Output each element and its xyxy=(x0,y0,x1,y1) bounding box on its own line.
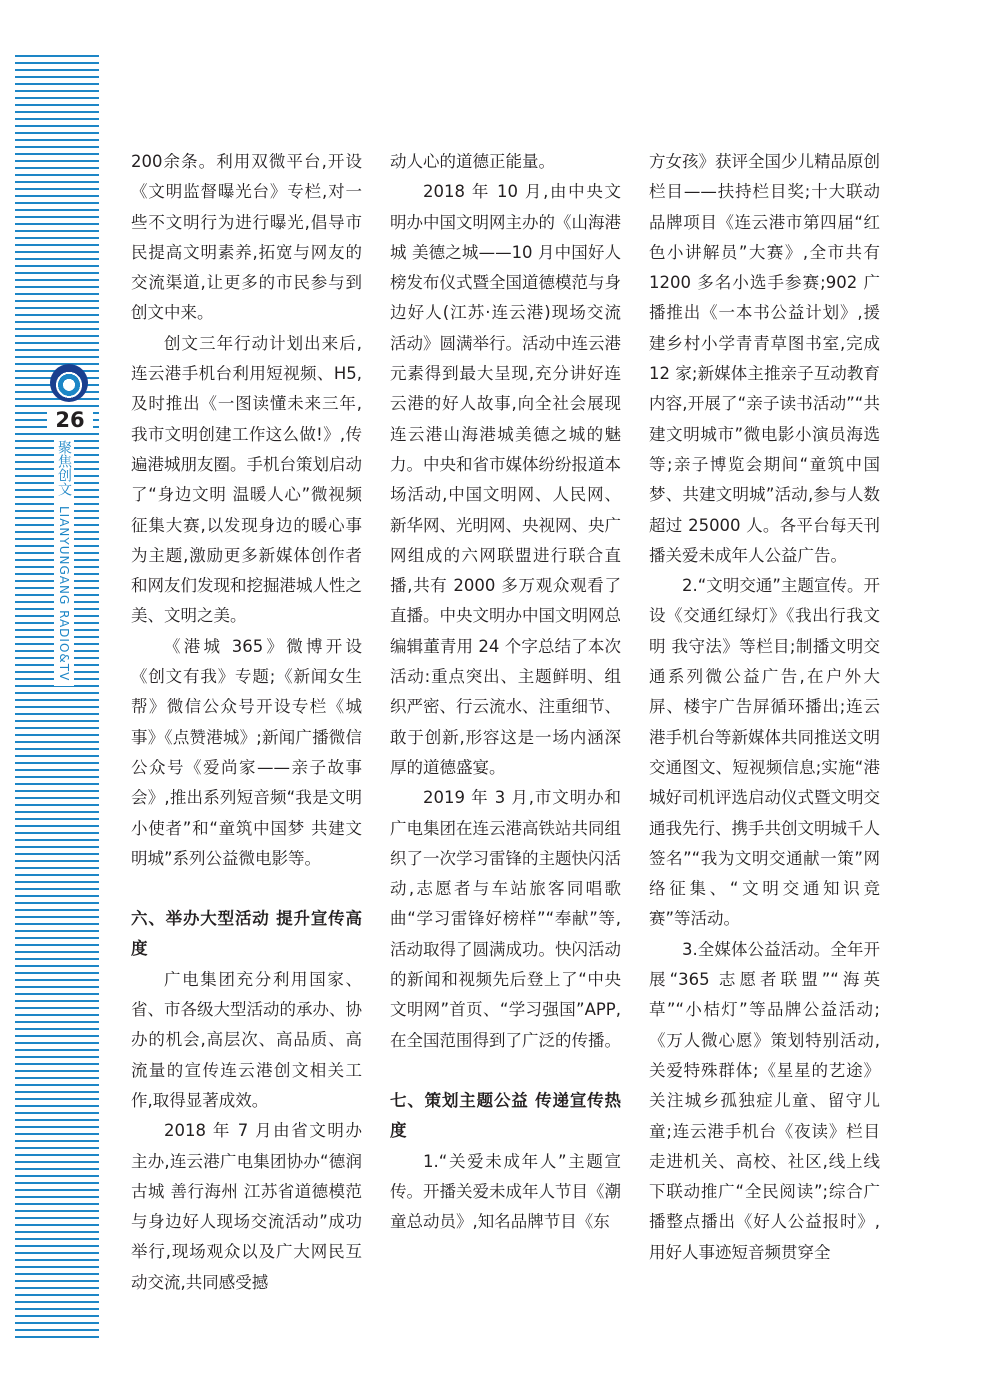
paragraph: 《港城 365》微博开设《创文有我》专题;《新闻女生帮》微信公众号开设专栏《城事》《点赞港城》;新闻广播微信公众号《爱尚家——亲子故事会》,推出系列短音频“我是文明小使者”和“童筑中国梦 共建文明城”系列公益微电影等。 xyxy=(131,636,362,868)
paragraph: 1.“关爱未成年人”主题宣传。开播关爱未成年人节目《潮童总动员》,知名品牌节目《东 xyxy=(390,1151,621,1232)
text-column-3 xyxy=(649,147,880,1268)
paragraph: 2018 年 10 月,由中央文明办中国文明网主办的《山海港城 美德之城——10 月中国好人榜发布仪式暨全国道德模范与身边好人(江苏·连云港)现场交流活动》圆满举行。活动中连云港元素得到最大呈现,充分讲好连云港的好人故事,向全社会展现连云港山海港城美德之城的魅力。中央和省市媒体纷纷报道本场活动,中国文明网、人民网、新华网、光明网、央视网、央广网组成的六网联盟进行联合直播,共有 2000 多万观众观看了直播。中央文明办中国文明网总编辑董青用 24 个字总结了本次活动:重点突出、主题鲜明、组织严密、行云流水、注重细节、敢于创新,形容这是一场内涵深厚的道德盛宴。 xyxy=(390,182,621,777)
section-title: 聚焦创文 xyxy=(56,440,72,496)
decorative-stripe-bar xyxy=(15,50,99,1340)
paragraph: 2018 年 7 月由省文明办主办,连云港广电集团协办“德润古城 善行海州 江苏省道德模范与身边好人现场交流活动”成功举行,现场观众以及广大网民互动交流,共同感受撼 xyxy=(131,1121,362,1292)
paragraph: 动人心的道德正能量。 xyxy=(390,152,555,171)
paragraph: 广电集团充分利用国家、省、市各级大型活动的承办、协办的机会,高层次、高品质、高流量的宣传连云港创文相关工作,取得显著成效。 xyxy=(131,969,362,1110)
paragraph: 2019 年 3 月,市文明办和广电集团在连云港高铁站共同组织了一次学习雷锋的主题快闪活动,志愿者与车站旅客同唱歌曲“学习雷锋好榜样”“奉献”等,活动取得了圆满成功。快闪活动的新闻和视频先后登上了“中央文明网”首页、“学习强国”APP,在全国范围得到了广泛的传播。 xyxy=(390,788,621,1050)
section-gap xyxy=(390,1056,621,1086)
section-heading: 六、举办大型活动 提升宣传高度 xyxy=(131,909,362,959)
text-column-1 xyxy=(131,147,362,1298)
section-title-en: LIANYUNGANG RADIO&TV xyxy=(57,506,71,682)
paragraph: 200余条。利用双微平台,开设《文明监督曝光台》专栏,对一些不文明行为进行曝光,倡导市民提高文明素养,拓宽与网友的交流渠道,让更多的市民参与到创文中来。 xyxy=(131,152,362,323)
paragraph: 3.全媒体公益活动。全年开展“365 志愿者联盟”“海英草”“小桔灯”等品牌公益活动;《万人微心愿》策划特别活动,关爱特殊群体;《星星的艺途》关注城乡孤独症儿童、留守儿童;连云港手机台《夜读》栏目走进机关、高校、社区,线上线下联动推广“全民阅读”;综合广播整点播出《好人公益报时》,用好人事迹短音频贯穿全 xyxy=(649,939,880,1262)
section-gap xyxy=(131,874,362,904)
section-label xyxy=(54,436,74,686)
page-number: 26 xyxy=(47,408,93,432)
text-column-2 xyxy=(390,147,621,1237)
paragraph: 创文三年行动计划出来后,连云港手机台利用短视频、H5,及时推出《一图读懂未来三年,我市文明创建工作这么做!》,传遍港城朋友圈。手机台策划启动了“身边文明 温暖人心”微视频征集大赛,以发现身边的暖心事为主题,激励更多新媒体创作者和网友们发现和挖掘港城人性之美、文明之美。 xyxy=(131,333,362,626)
section-heading: 七、策划主题公益 传递宣传热度 xyxy=(390,1090,621,1141)
paragraph: 方女孩》获评全国少儿精品原创栏目——扶持栏目奖;十大联动品牌项目《连云港市第四届“红色小讲解员”大赛》,全市共有 1200 多名小选手参赛;902 广播推出《一本书公益计划》,援建乡村小学青青草图书室,完成 12 家;新媒体主推亲子互动教育内容,开展了“亲子读书活动”“共建文明城市”微电影小演员海选等;亲子博览会期间“童筑中国梦、共建文明城”活动,参与人数超过 25000 人。各平台每天刊播关爱未成年人公益广告。 xyxy=(649,152,880,565)
magazine-logo-icon xyxy=(50,364,88,402)
paragraph: 2.“文明交通”主题宣传。开设《交通红绿灯》《我出行我文明 我守法》等栏目;制播文明交通系列微公益广告,在户外大屏、楼宇广告屏循环播出;连云港手机台等新媒体共同推送文明交通图文、短视频信息;实施“港城好司机评选启动仪式暨文明交通我先行、携手共创文明城千人签名”“我为文明交通献一策”网络征集、“文明交通知识竞赛”等活动。 xyxy=(649,576,880,929)
